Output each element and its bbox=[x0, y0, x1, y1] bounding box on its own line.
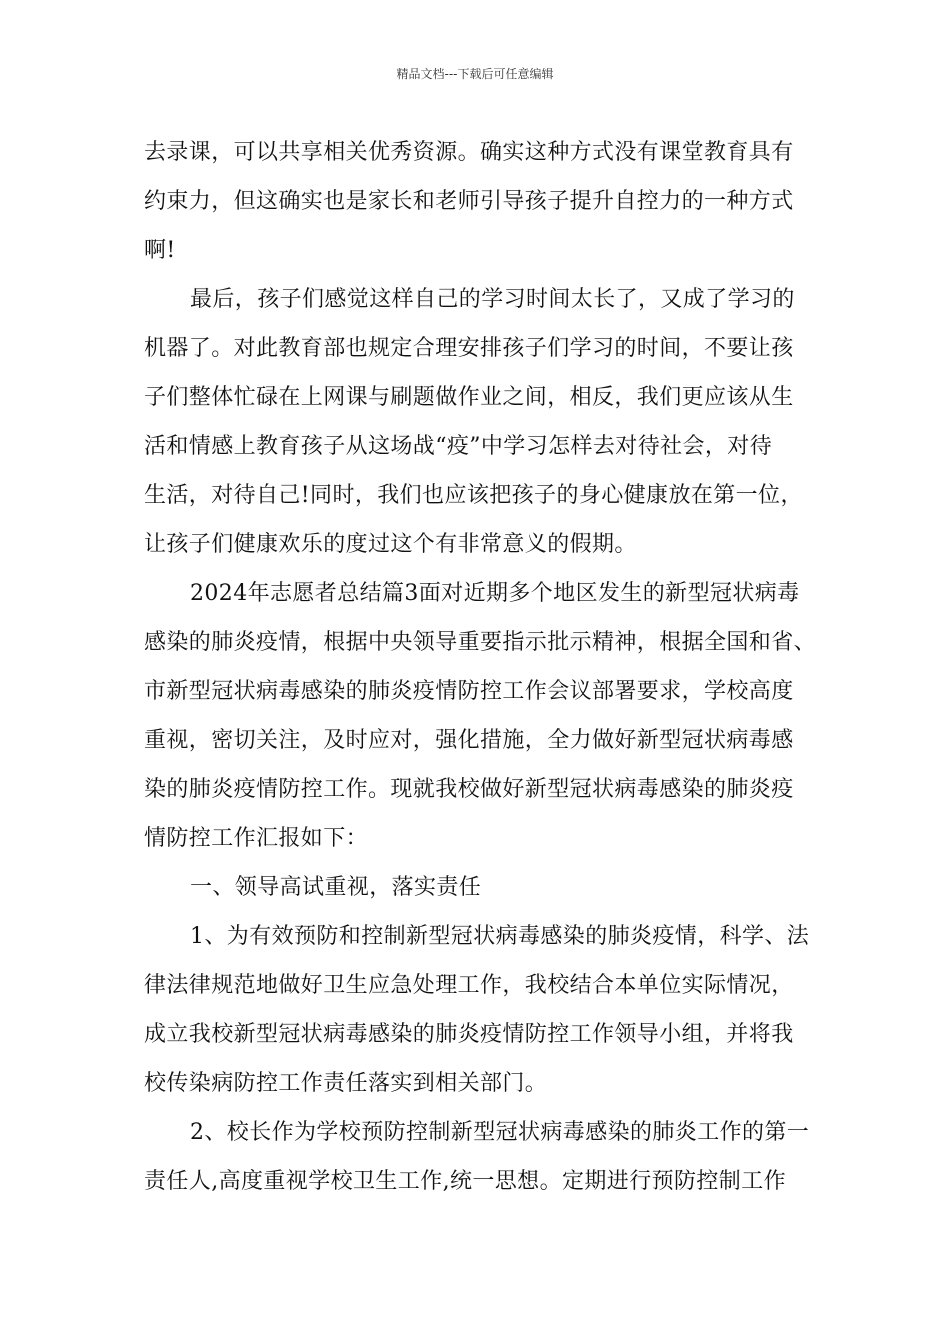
text-line: 啊! bbox=[144, 238, 176, 263]
document-body bbox=[144, 128, 817, 1206]
text-line: 子们整体忙碌在上网课与刷题做作业之间，相反，我们更应该从生 bbox=[144, 385, 794, 410]
page-header: 精品文档---下载后可任意编辑 bbox=[396, 67, 554, 81]
text-line: 1、为有效预防和控制新型冠状病毒感染的肺炎疫情，科学、法 bbox=[190, 924, 810, 949]
text-line: 重视，密切关注，及时应对，强化措施，全力做好新型冠状病毒感 bbox=[144, 728, 794, 753]
text-line: 情防控工作汇报如下： bbox=[144, 826, 369, 851]
text-line: 市新型冠状病毒感染的肺炎疫情防控工作会议部署要求，学校高度 bbox=[144, 679, 794, 704]
text-line: 感染的肺炎疫情，根据中央领导重要指示批示精神，根据全国和省、 bbox=[144, 630, 817, 655]
text-line: 律法律规范地做好卫生应急处理工作，我校结合本单位实际情况， bbox=[144, 973, 794, 998]
text-line: 校传染病防控工作责任落实到相关部门。 bbox=[144, 1071, 548, 1096]
text-line: 责任人,高度重视学校卫生工作,统一思想。定期进行预防控制工作 bbox=[144, 1169, 786, 1194]
text-line: 最后，孩子们感觉这样自己的学习时间太长了，又成了学习的 bbox=[190, 287, 795, 312]
text-line: 2024年志愿者总结篇3面对近期多个地区发生的新型冠状病毒 bbox=[190, 581, 800, 606]
text-line: 生活，对待自己!同时，我们也应该把孩子的身心健康放在第一位， bbox=[144, 483, 803, 508]
text-line: 2、校长作为学校预防控制新型冠状病毒感染的肺炎工作的第一 bbox=[190, 1120, 810, 1145]
section-heading: 一、领导高试重视，落实责任 bbox=[190, 875, 482, 900]
text-line: 染的肺炎疫情防控工作。现就我校做好新型冠状病毒感染的肺炎疫 bbox=[144, 777, 794, 802]
text-line: 约束力，但这确实也是家长和老师引导孩子提升自控力的一种方式 bbox=[144, 189, 794, 214]
text-line: 让孩子们健康欢乐的度过这个有非常意义的假期。 bbox=[144, 532, 637, 557]
text-line: 机器了。对此教育部也规定合理安排孩子们学习的时间，不要让孩 bbox=[144, 336, 794, 361]
text-line: 成立我校新型冠状病毒感染的肺炎疫情防控工作领导小组，并将我 bbox=[144, 1022, 794, 1047]
text-line: 活和情感上教育孩子从这场战“疫”中学习怎样去对待社会，对待 bbox=[144, 434, 773, 459]
text-line: 去录课，可以共享相关优秀资源。确实这种方式没有课堂教育具有 bbox=[144, 140, 794, 165]
